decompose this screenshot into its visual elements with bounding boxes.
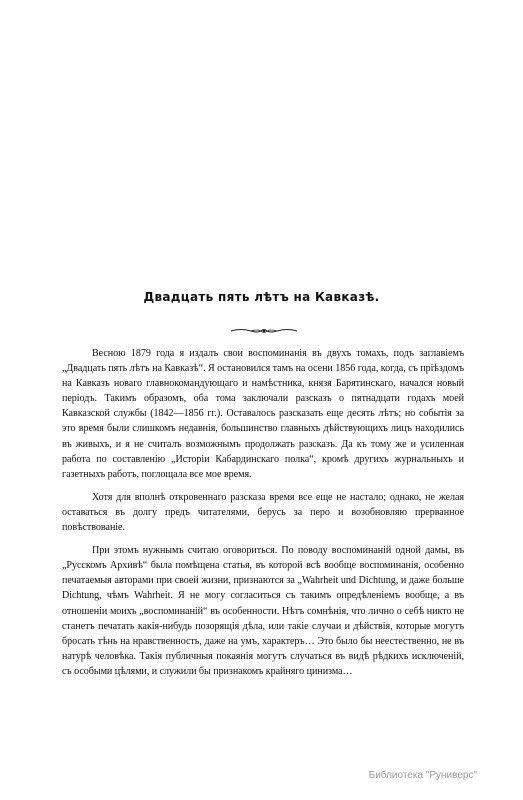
paragraph-2: Хотя для вполнѣ откровеннаго разсказа время все еще не настало; однако, не желая оставаться въ долгу предъ читателями, берусь за перо и возобновляю прерванное повѣствованіе. xyxy=(62,491,464,534)
ornament-divider xyxy=(229,326,299,336)
body-text xyxy=(62,346,464,687)
paragraph-1: Весною 1879 года я издалъ свои воспоминанія въ двухъ томахъ, подъ заглавіемъ „Двадцать пять лѣтъ на Кавказѣ“. Я остановился тамъ на осени 1856 года, когда, съ пріѣздомъ на Кавказъ новаго главнокомандующаго и намѣстника, князя Барятинскаго, начался новый періодъ. Такимъ образомъ, оба тома заключали разсказъ о пятнадцати годахъ моей Кавказской службы (1842—1856 гг.). Оставалось разсказать еще десять лѣтъ; но событія за это время были слишкомъ недавнія, большинство главныхъ дѣйствующихъ лицъ находились въ живыхъ, и я не считалъ возможнымъ продолжать разсказъ. Да къ тому же и усиленная работа по составленію „Исторіи Кабардинскаго полка“, кромѣ другихъ журнальныхъ и газетныхъ работъ, поглощала все мое время. xyxy=(62,348,464,480)
chapter-title: Двадцать пять лѣтъ на Кавказѣ. xyxy=(143,290,380,304)
paragraph-3: При этомъ нужнымъ считаю оговориться. По поводу воспоминаній одной дамы, въ „Русскомъ Архивѣ“ была помѣщена статья, въ которой всѣ вообще воспоминанія, особенно печатаемыя авторами при своей жизни, признаются за „Wahrheit und Dichtung, и даже больше Dichtung, чѣмъ Wahrheit. Я не могу согласиться съ такимъ опредѣленіемъ вообще, а въ отношеніи моихъ „воспоминаній“ въ особенности. Нѣтъ сомнѣнія, что лично о себѣ никто не станетъ печатать какія-нибудь позорящія дѣла, или такіе случаи и дѣйствія, которые могутъ бросать тѣнь на нравственность, даже на умъ, характеръ… Это было бы неестественно, не въ натурѣ человѣка. Такія публичныя покаянія могутъ случаться въ видѣ рѣдкихъ исключеній, съ особыми цѣлями, и служили бы признакомъ крайняго цинизма… xyxy=(62,545,464,677)
library-watermark: Библиотека "Руниверс" xyxy=(368,770,477,781)
